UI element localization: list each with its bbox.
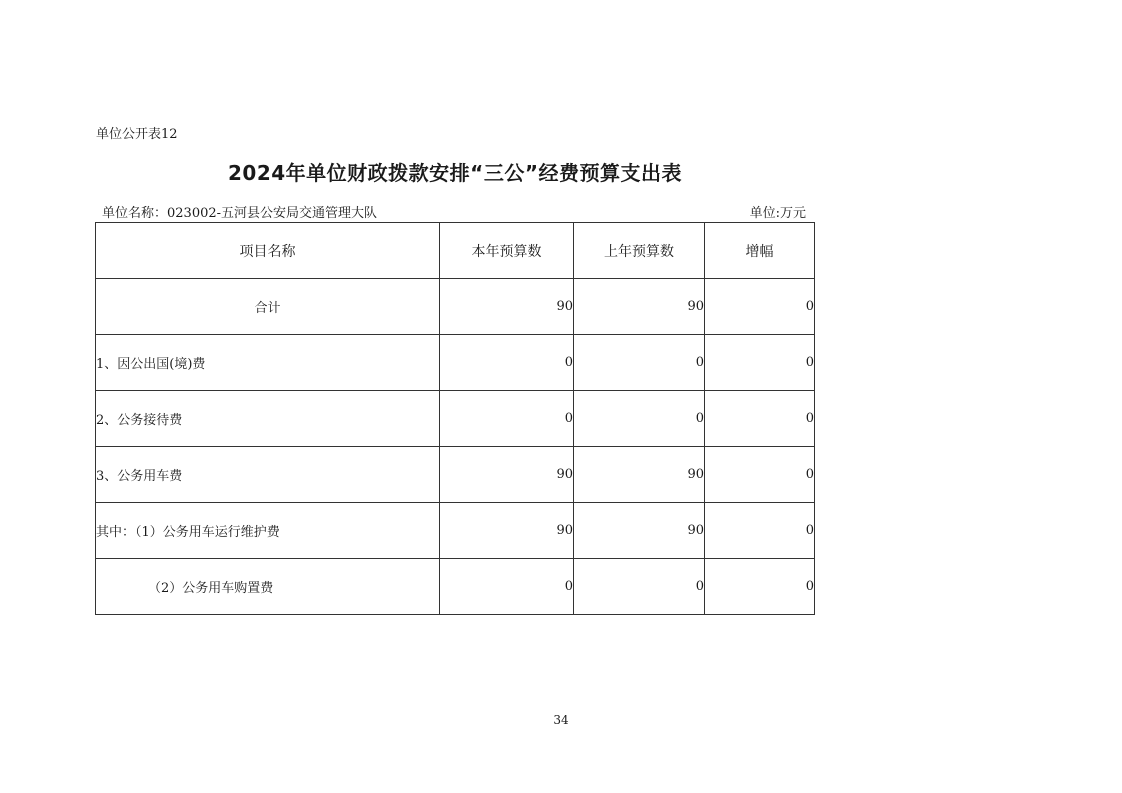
row-name: （2）公务用车购置费 (96, 559, 440, 615)
row-change: 0 (705, 559, 815, 615)
row-previous: 0 (574, 391, 705, 447)
row-current: 90 (440, 279, 574, 335)
row-current: 0 (440, 559, 574, 615)
page-title: 2024年单位财政拨款安排“三公”经费预算支出表 (228, 161, 682, 185)
table-row (96, 503, 815, 559)
unit-name: 单位名称：023002-五河县公安局交通管理大队 (102, 206, 378, 221)
row-name: 3、公务用车费 (96, 447, 440, 503)
row-current: 90 (440, 503, 574, 559)
table-row (96, 335, 815, 391)
row-previous: 0 (574, 335, 705, 391)
row-name: 其中：（1）公务用车运行维护费 (96, 503, 440, 559)
row-previous: 90 (574, 279, 705, 335)
form-number: 单位公开表12 (96, 127, 178, 142)
header-item-name: 项目名称 (96, 223, 440, 279)
table-row (96, 559, 815, 615)
row-previous: 90 (574, 447, 705, 503)
table-row (96, 391, 815, 447)
row-current: 90 (440, 447, 574, 503)
row-name: 合计 (96, 279, 440, 335)
row-change: 0 (705, 503, 815, 559)
header-current-budget: 本年预算数 (440, 223, 574, 279)
row-previous: 90 (574, 503, 705, 559)
table-row (96, 447, 815, 503)
row-change: 0 (705, 391, 815, 447)
table-header-row (96, 223, 815, 279)
row-name: 2、公务接待费 (96, 391, 440, 447)
page-number: 34 (553, 713, 569, 727)
row-change: 0 (705, 447, 815, 503)
header-previous-budget: 上年预算数 (574, 223, 705, 279)
header-change: 增幅 (705, 223, 815, 279)
row-name: 1、因公出国(境)费 (96, 335, 440, 391)
row-change: 0 (705, 335, 815, 391)
row-previous: 0 (574, 559, 705, 615)
row-change: 0 (705, 279, 815, 335)
row-current: 0 (440, 335, 574, 391)
budget-table (95, 222, 815, 615)
unit-measure: 单位:万元 (749, 206, 806, 221)
row-current: 0 (440, 391, 574, 447)
table-row-total (96, 279, 815, 335)
